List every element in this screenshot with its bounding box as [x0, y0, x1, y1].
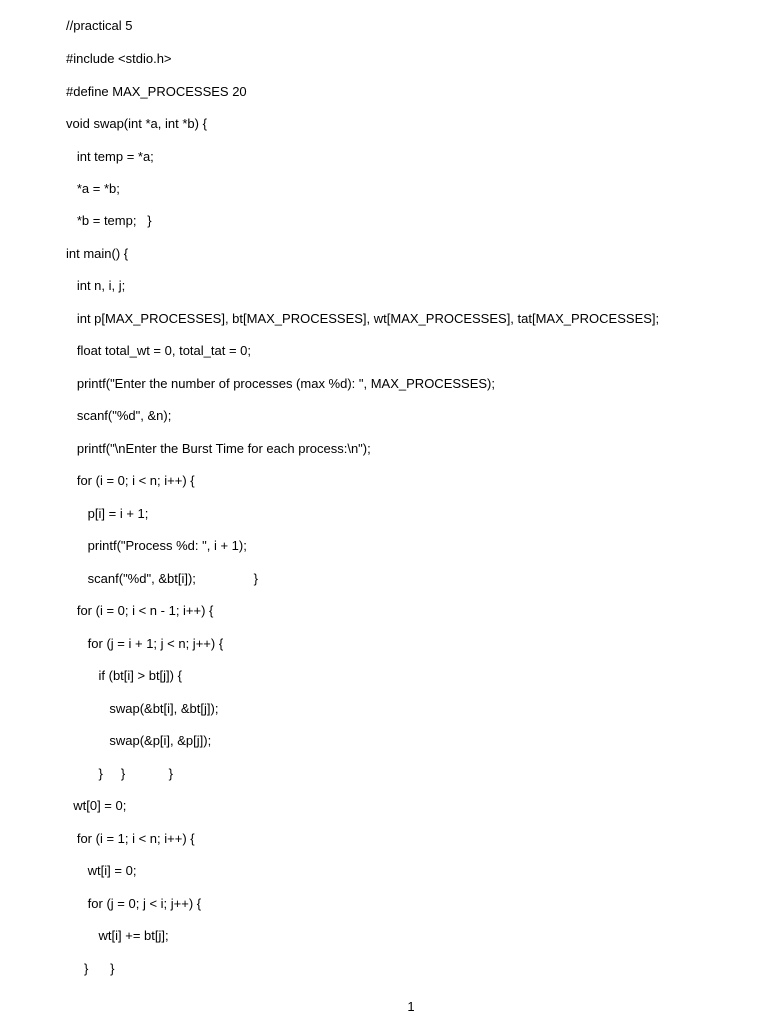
- code-line: if (bt[i] > bt[j]) {: [66, 668, 182, 683]
- code-line: } }: [66, 961, 115, 976]
- code-line: *b = temp; }: [66, 213, 152, 228]
- code-line: wt[i] = 0;: [66, 863, 137, 878]
- code-line: swap(&p[i], &p[j]);: [66, 733, 212, 748]
- code-line: int main() {: [66, 246, 129, 261]
- code-line: *a = *b;: [66, 181, 120, 196]
- code-line: int n, i, j;: [66, 278, 126, 293]
- code-line: for (i = 0; i < n - 1; i++) {: [66, 603, 214, 618]
- code-line: void swap(int *a, int *b) {: [66, 116, 207, 131]
- code-line: scanf("%d", &bt[i]); }: [66, 571, 259, 586]
- code-line: wt[0] = 0;: [66, 798, 127, 813]
- code-line: p[i] = i + 1;: [66, 506, 149, 521]
- code-line: int p[MAX_PROCESSES], bt[MAX_PROCESSES], wt[MAX_PROCESSES], tat[MAX_PROCESSES];: [66, 311, 660, 326]
- page-number: 1: [407, 999, 415, 1014]
- code-line: float total_wt = 0, total_tat = 0;: [66, 343, 252, 358]
- code-line: swap(&bt[i], &bt[j]);: [66, 701, 219, 716]
- code-line: #define MAX_PROCESSES 20: [66, 84, 247, 99]
- code-line: printf("Process %d: ", i + 1);: [66, 538, 247, 553]
- code-line: } } }: [66, 766, 173, 781]
- code-line: printf("Enter the number of processes (max %d): ", MAX_PROCESSES);: [66, 376, 495, 391]
- code-line: scanf("%d", &n);: [66, 408, 172, 423]
- code-line: wt[i] += bt[j];: [66, 928, 169, 943]
- code-line: for (i = 1; i < n; i++) {: [66, 831, 195, 846]
- code-line: printf("\nEnter the Burst Time for each process:\n");: [66, 441, 371, 456]
- code-line: int temp = *a;: [66, 149, 154, 164]
- code-line: #include <stdio.h>: [66, 51, 172, 66]
- code-line: for (j = 0; j < i; j++) {: [66, 896, 202, 911]
- code-line: for (j = i + 1; j < n; j++) {: [66, 636, 224, 651]
- code-line: //practical 5: [66, 18, 133, 33]
- code-line: for (i = 0; i < n; i++) {: [66, 473, 195, 488]
